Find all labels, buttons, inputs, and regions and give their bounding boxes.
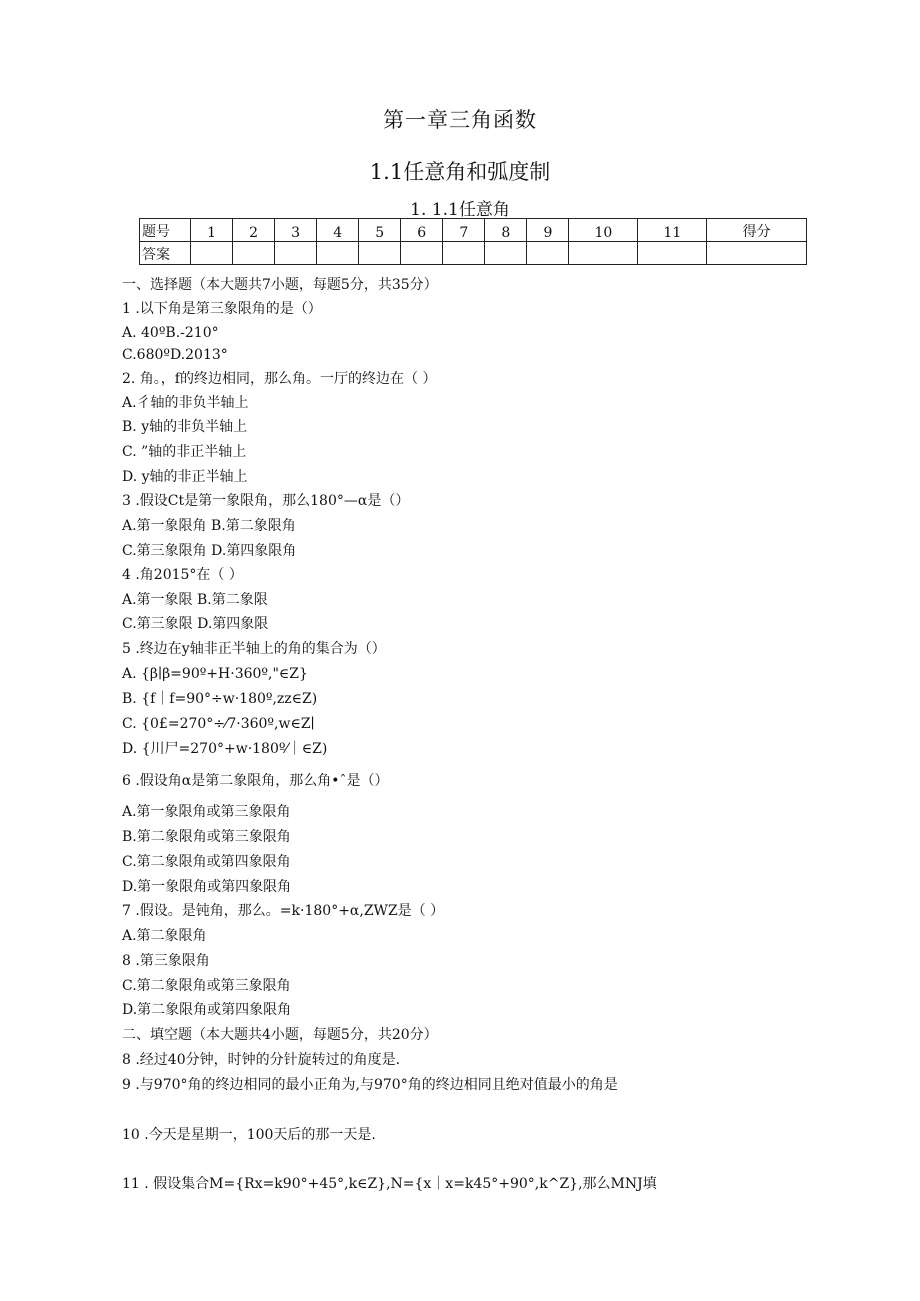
question-11: 11 . 假设集合M={Rx=k90°+45°,k∈Z},N={x｜x=k45°+90°,k^Z},那么MNJ填 — [122, 1176, 657, 1192]
question-4: 4 .角2015°在（ ） — [122, 567, 243, 583]
score-header: 得分 — [707, 219, 807, 242]
option-line: D.第一象限角或第四象限角 — [122, 879, 292, 895]
col-5: 5 — [359, 219, 401, 242]
col-3: 3 — [275, 219, 317, 242]
option-line: C.680ºD.2013° — [122, 347, 228, 363]
question-3: 3 .假设Ct是第一象限角，那么180°—α是（） — [122, 493, 410, 509]
col-9: 9 — [527, 219, 569, 242]
option-line: A. 40ºB.-210° — [122, 325, 219, 341]
col-7: 7 — [443, 219, 485, 242]
question-10: 10 .今天是星期一，100天后的那一天是. — [122, 1127, 376, 1143]
question-2: 2. 角。，f的终边相同，那么角。一厅的终边在（ ） — [122, 371, 437, 387]
question-7: 7 .假设。是钝角，那么。=k·180°+α,ZWZ是（ ） — [122, 903, 445, 919]
section-heading-choice: 一、选择题（本大题共7小题，每题5分，共35分） — [122, 277, 438, 293]
answer-table — [139, 218, 807, 265]
question-8: 8 .经过40分钟，时钟的分针旋转过的角度是. — [122, 1052, 401, 1068]
option-line: C. {0£=270°÷⁄7·360º,w∈Z∣ — [122, 716, 315, 732]
option-line: D.第二象限角或第四象限角 — [122, 1002, 292, 1018]
question-9: 9 .与970°角的终边相同的最小正角为,与970°角的终边相同且绝对值最小的角是 — [122, 1077, 618, 1093]
answer-cell[interactable] — [233, 242, 275, 265]
col-1: 1 — [191, 219, 233, 242]
row-label-question: 题号 — [140, 219, 191, 242]
option-line: B.第二象限角或第三象限角 — [122, 829, 291, 845]
section-title: 1.1任意角和弧度制 — [369, 160, 551, 184]
answer-cell[interactable] — [317, 242, 359, 265]
option-line: A.第一象限角 B.第二象限角 — [122, 518, 296, 534]
section-heading-fill: 二、填空题（本大题共4小题，每题5分，共20分） — [122, 1027, 438, 1043]
answer-cell[interactable] — [485, 242, 527, 265]
question-number-row — [140, 219, 807, 242]
option-line: C.第三象限角 D.第四象限角 — [122, 543, 297, 559]
answer-cell[interactable] — [359, 242, 401, 265]
answer-cell[interactable] — [527, 242, 569, 265]
answer-row — [140, 242, 807, 265]
question-5: 5 .终边在y轴非正半轴上的角的集合为（） — [122, 641, 386, 657]
answer-cell[interactable] — [191, 242, 233, 265]
option-line: D. y轴的非正半轴上 — [122, 469, 248, 485]
option-line: C.第二象限角或第三象限角 — [122, 978, 291, 994]
col-11: 11 — [638, 219, 707, 242]
answer-cell[interactable] — [401, 242, 443, 265]
option-line: B. {f｜f=90°÷w·180º,zz∈Z) — [122, 691, 318, 707]
option-line: A.第二象限角 — [122, 928, 207, 944]
col-4: 4 — [317, 219, 359, 242]
option-line: C.第三象限 D.第四象限 — [122, 616, 269, 632]
option-line: C.第二象限角或第四象限角 — [122, 854, 291, 870]
subsection-title: 1. 1.1任意角 — [410, 200, 510, 220]
col-8: 8 — [485, 219, 527, 242]
col-10: 10 — [569, 219, 638, 242]
answer-cell[interactable] — [275, 242, 317, 265]
answer-cell[interactable] — [443, 242, 485, 265]
chapter-title: 第一章三角函数 — [383, 108, 537, 132]
option-line: B. y轴的非负半轴上 — [122, 419, 248, 435]
question-6: 6 .假设角α是第二象限角，那么角•ˆ是（） — [122, 773, 389, 789]
answer-cell[interactable] — [638, 242, 707, 265]
score-cell[interactable] — [707, 242, 807, 265]
col-6: 6 — [401, 219, 443, 242]
option-line: A.第一象限角或第三象限角 — [122, 804, 291, 820]
answer-cell[interactable] — [569, 242, 638, 265]
row-label-answer: 答案 — [140, 242, 191, 265]
question-1: 1 .以下角是第三象限角的是（） — [122, 301, 322, 317]
option-line: A. {β∣β=90º+H·360º,"∈Z} — [122, 666, 308, 682]
option-line: A.第一象限 B.第二象限 — [122, 592, 268, 608]
option-line: A.彳轴的非负半轴上 — [122, 395, 249, 411]
option-line: D. {川尸=270°+w·180º⁄｜∈Z) — [122, 741, 328, 757]
option-line: C. ”轴的非正半轴上 — [122, 444, 247, 460]
option-line: 8 .第三象限角 — [122, 953, 210, 969]
col-2: 2 — [233, 219, 275, 242]
